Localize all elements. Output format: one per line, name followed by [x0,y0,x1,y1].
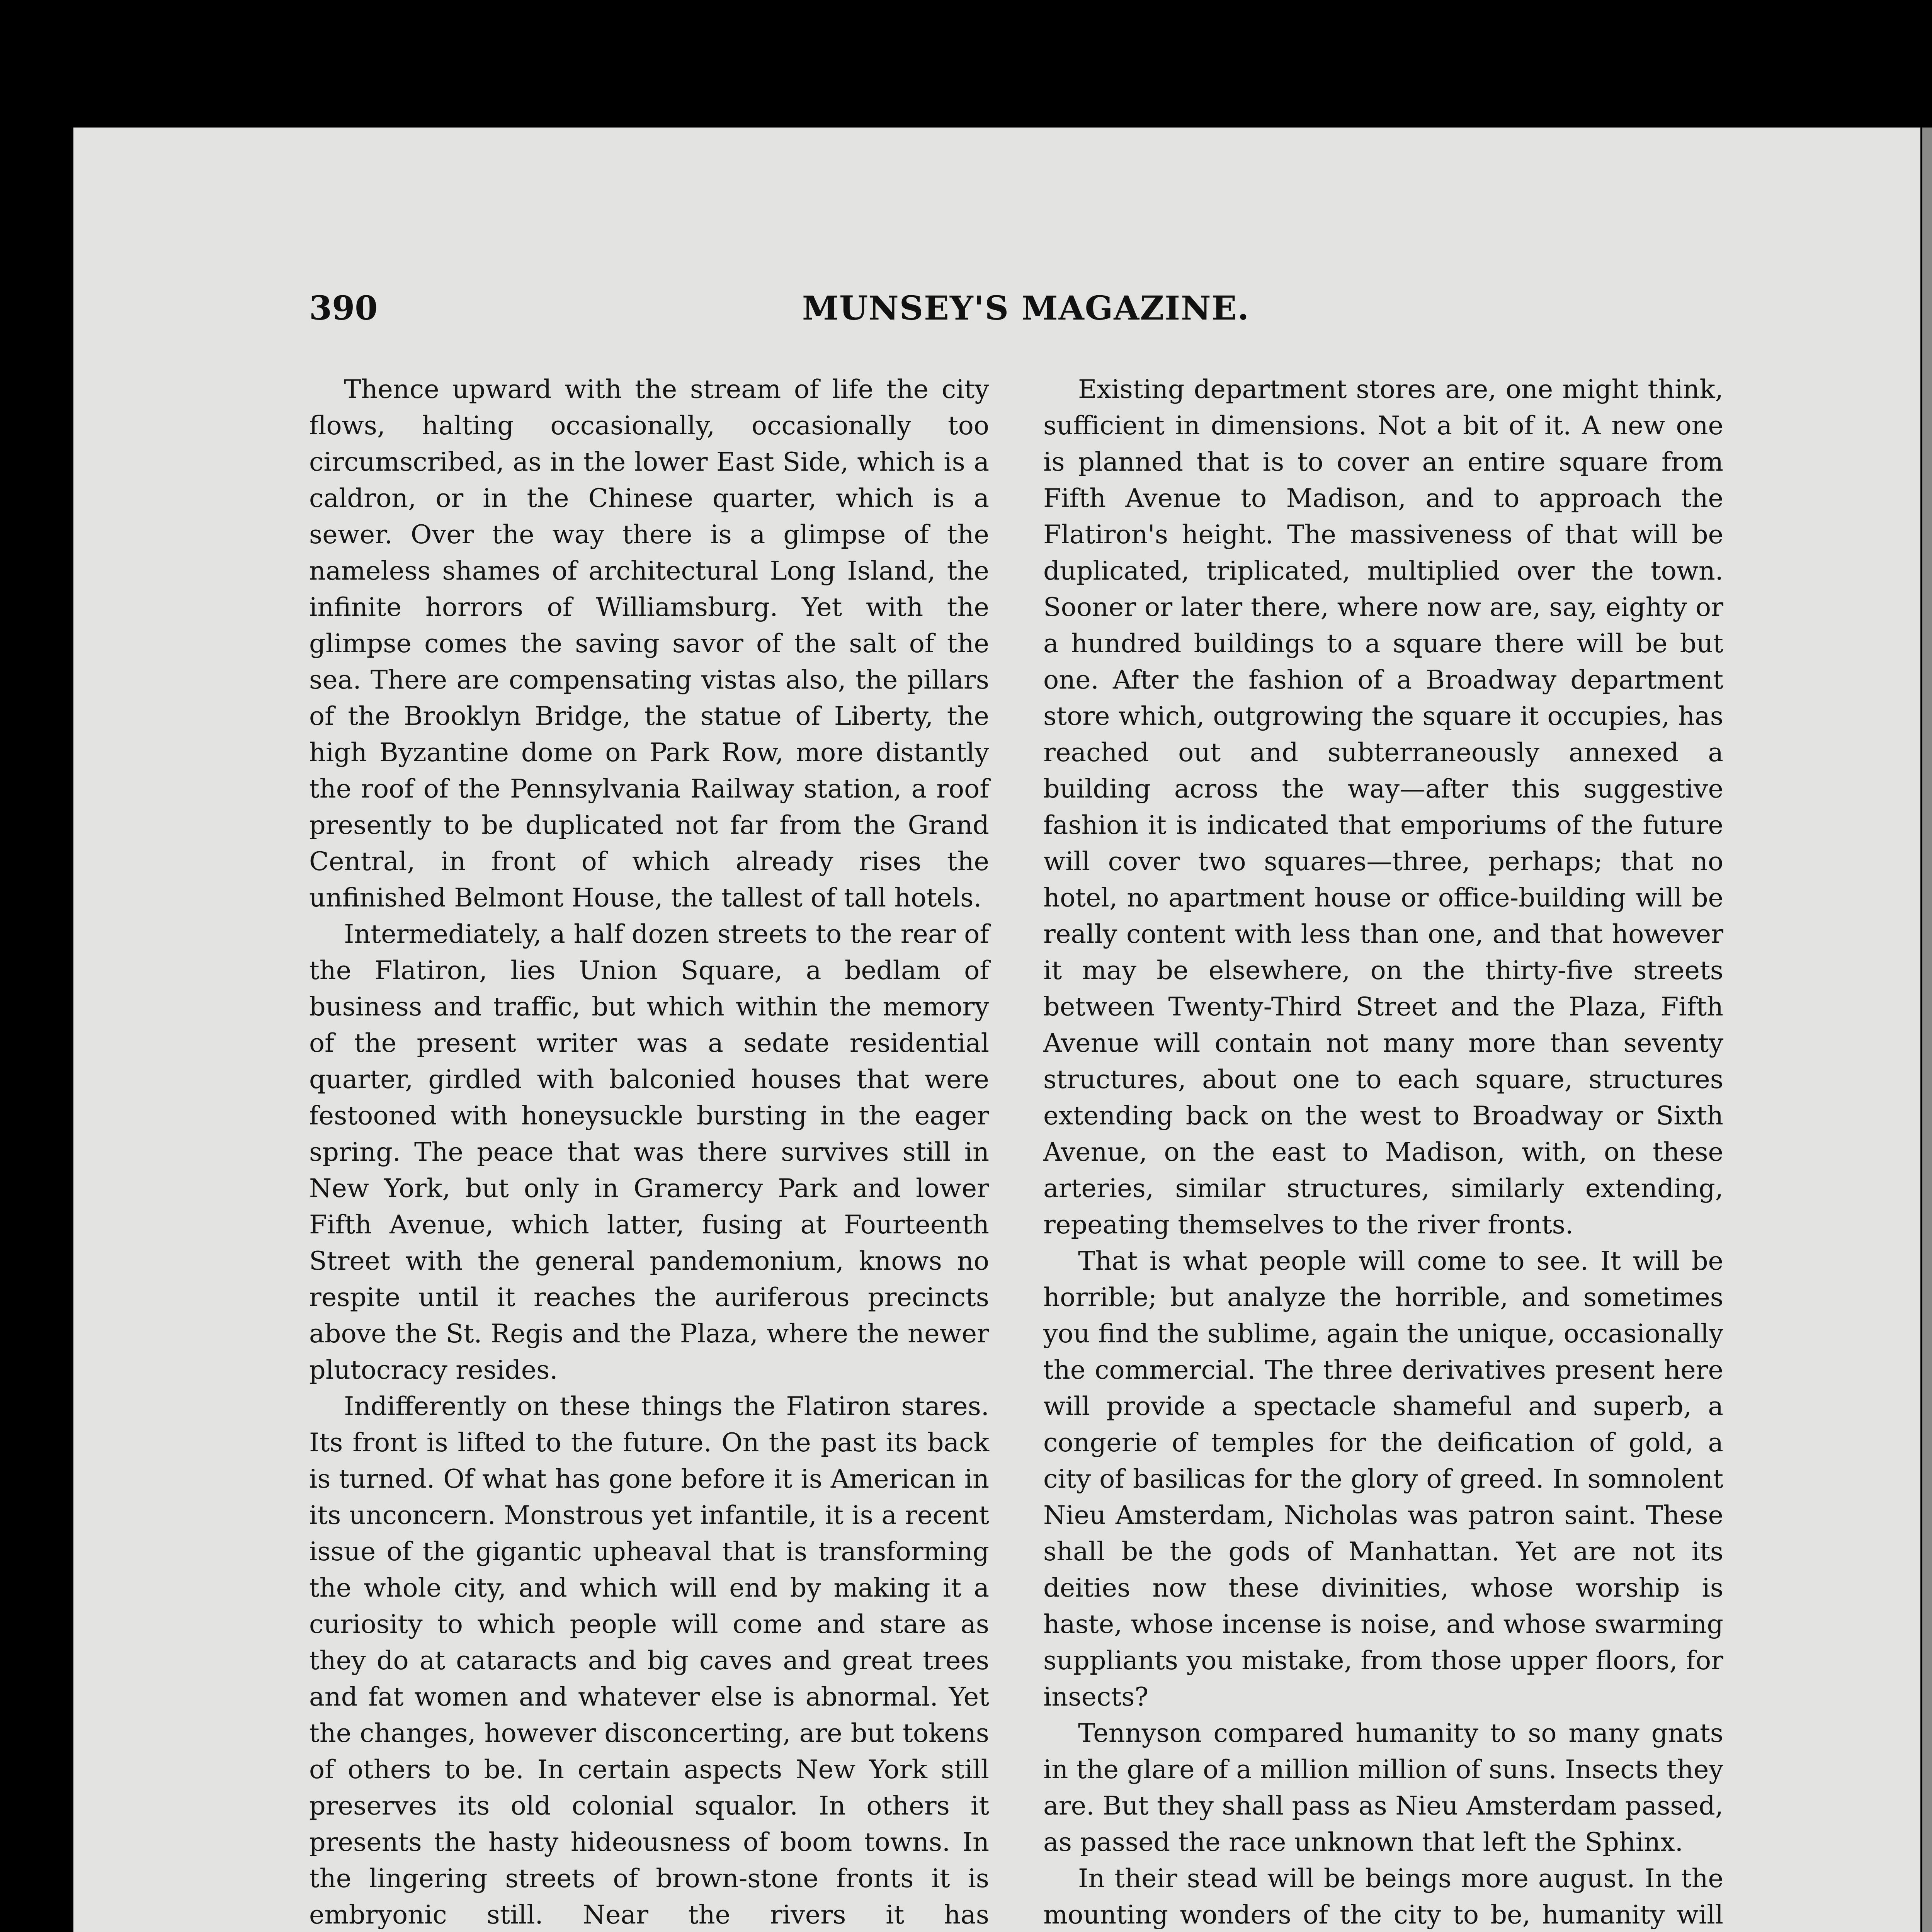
paragraph: Thence upward with the stream of life the city flows, halting occasionally, occasionally too circumscribed, as in the lower East Side, which is a caldron, or in the Chinese quarter, which is a sewer. Over the way there is a glimpse of the nameless shames of architectural Long Island, the infinite horrors of Williamsburg. Yet with the glimpse comes the saving savor of the salt of the sea. There are compensating vistas also, the pillars of the Brooklyn Bridge, the statue of Liberty, the high Byzantine dome on Park Row, more distantly the roof of the Pennsylvania Railway station, a roof presently to be duplicated not far from the Grand Central, in front of which already rises the unfinished Belmont House, the tallest of tall hotels. [309,374,989,913]
paragraph: Existing department stores are, one might think, sufficient in dimensions. Not a bit of it. A new one is planned that is to cover an entire square from Fifth Avenue to Madison, and to approach the Flatiron's height. The massiveness of that will be duplicated, triplicated, multiplied over the town. Sooner or later there, where now are, say, eighty or a hundred buildings to a square there will be but one. After the fashion of a Broadway department store which, outgrowing the square it occupies, has reached out and subterraneously annexed a building across the way—after this suggestive fashion it is indicated that emporiums of the future will cover two squares—three, perhaps; that no hotel, no apartment house or office-building will be really content with less than one, and that however it may be elsewhere, on the thirty-five streets between Twenty-Third Street and the Plaza, Fifth Avenue will contain not many more than seventy structures, about one to each square, structures extending back on the west to Broadway or Sixth Avenue, on the east to Madison, with, on these arteries, similar structures, similarly extending, repeating themselves to the river fronts. [1043,374,1723,1240]
page-header [309,289,1743,332]
page-number: 390 [309,289,378,328]
paragraph: Indifferently on these things the Flatiron stares. Its front is lifted to the future. On the past its back is turned. Of what has gone before it is American in its unconcern. Monstrous yet infantile, it is a recent issue of the gigantic upheaval that is transforming the whole city, and which will end by making it a curiosity to which people will come and stare as they do at cataracts and big caves and great trees and fat women and whatever else is abnormal. Yet the changes, however disconcerting, are but tokens of others to be. In certain aspects New York still preserves its old colonial squalor. In others it presents the hasty hideousness of boom towns. In the lingering streets of brown-stone fronts it is embryonic still. Near the rivers it has [309,1391,989,1930]
running-head: MUNSEY'S MAGAZINE. [802,289,1250,328]
book-spine-shadow [1922,128,1932,1932]
left-column [309,371,989,1932]
paragraph: That is what people will come to see. It will be horrible; but analyze the horrible, and sometimes you find the sublime, again the unique, occasionally the commercial. The three derivatives present here will provide a spectacle shameful and superb, a congerie of temples for the deification of gold, a city of basilicas for the glory of greed. In somnolent Nieu Amsterdam, Nicholas was patron saint. These shall be the gods of Manhattan. Yet are not its deities now these divinities, whose worship is haste, whose incense is noise, and whose swarming suppliants you mistake, from those upper floors, for insects? [1043,1246,1723,1712]
paragraph: Intermediately, a half dozen streets to the rear of the Flatiron, lies Union Square, a bedlam of business and traffic, but which within the memory of the present writer was a sedate residential quarter, girdled with balconied houses that were festooned with honeysuckle bursting in the eager spring. The peace that was there survives still in New York, but only in Gramercy Park and lower Fifth Avenue, which latter, fusing at Fourteenth Street with the general pandemonium, knows no respite until it reaches the auriferous precincts above the St. Regis and the Plaza, where the newer plutocracy resides. [309,919,989,1385]
right-column [1043,371,1723,1932]
paragraph: In their stead will be beings more august. In the mounting wonders of the city to be, humanity will [1043,1863,1723,1930]
paragraph: Tennyson compared humanity to so many gnats in the glare of a million million of suns. Insects they are. But they shall pass as Nieu Amsterdam passed, as passed the race unknown that left the Sphinx. [1043,1718,1723,1857]
